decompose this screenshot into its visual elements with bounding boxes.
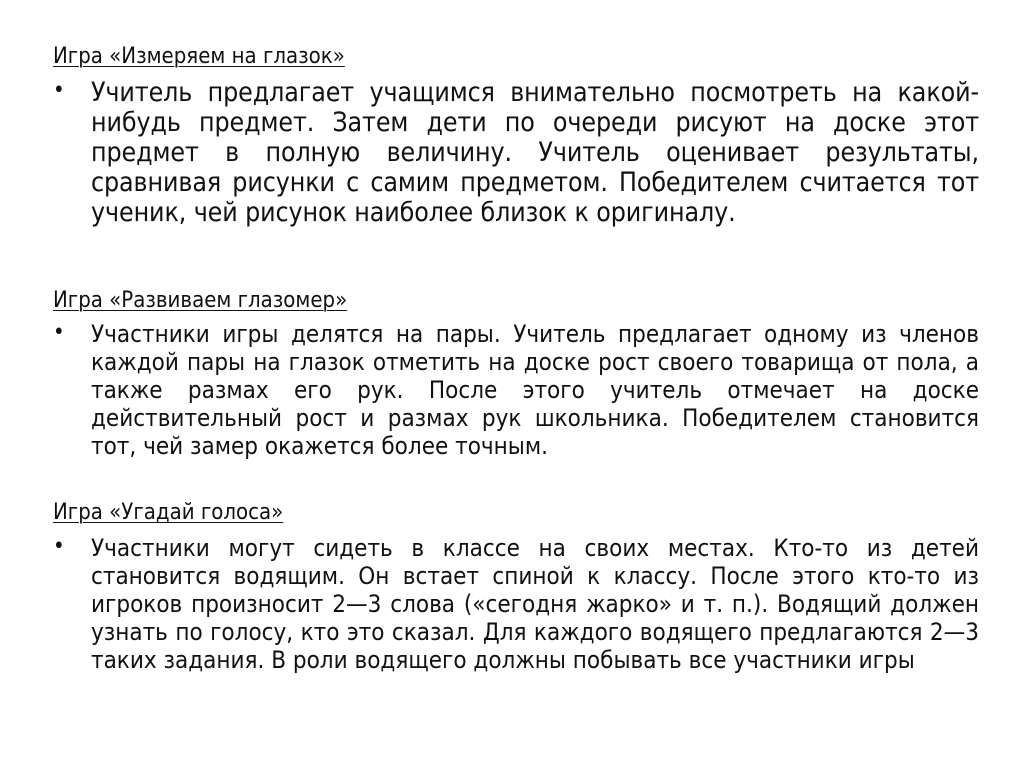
bullet-icon: • (53, 320, 65, 345)
game-description: Учитель предлагает учащимся внимательно посмотреть на какой-нибудь предмет. Затем дети по очереди рисуют на доске этот предмет в полную величину. Учитель оценивает результаты, сравнивая рисунки с самим предметом. Победителем считается тот ученик, чей рисунок наиболее близок к оригиналу. (91, 77, 979, 228)
game-description: Участники могут сидеть в классе на своих местах. Кто-то из детей становится водящим. Он встает спиной к классу. После этого кто-то из игроков произносит 2—3 слова («сегодня жарко» и т. п.). Водящий должен узнать по голосу, кто это сказал. Для каждого водящего предлагаются 2—3 таких задания. В роли водящего должны побывать все участники игры (91, 534, 979, 674)
game-section-measure-by-eye (53, 44, 979, 228)
game-section-eye-estimation (53, 288, 979, 460)
game-section-guess-voices (53, 500, 979, 674)
game-title: Игра «Развиваем глазомер» (53, 288, 348, 313)
game-description-item (53, 534, 979, 674)
game-description-item (53, 78, 979, 228)
bullet-icon: • (53, 534, 65, 559)
bullet-icon: • (53, 78, 65, 103)
game-description: Участники игры делятся на пары. Учитель предлагает одному из членов каждой пары на глазок отметить на доске рост своего товарища от пола, а также размах его рук. После этого учитель отмечает на доске действительный рост и размах рук школьника. Победителем становится тот, чей замер окажется более точным. (91, 320, 979, 460)
game-title: Игра «Угадай голоса» (53, 500, 284, 525)
game-title: Игра «Измеряем на глазок» (53, 44, 345, 69)
game-description-item (53, 320, 979, 460)
